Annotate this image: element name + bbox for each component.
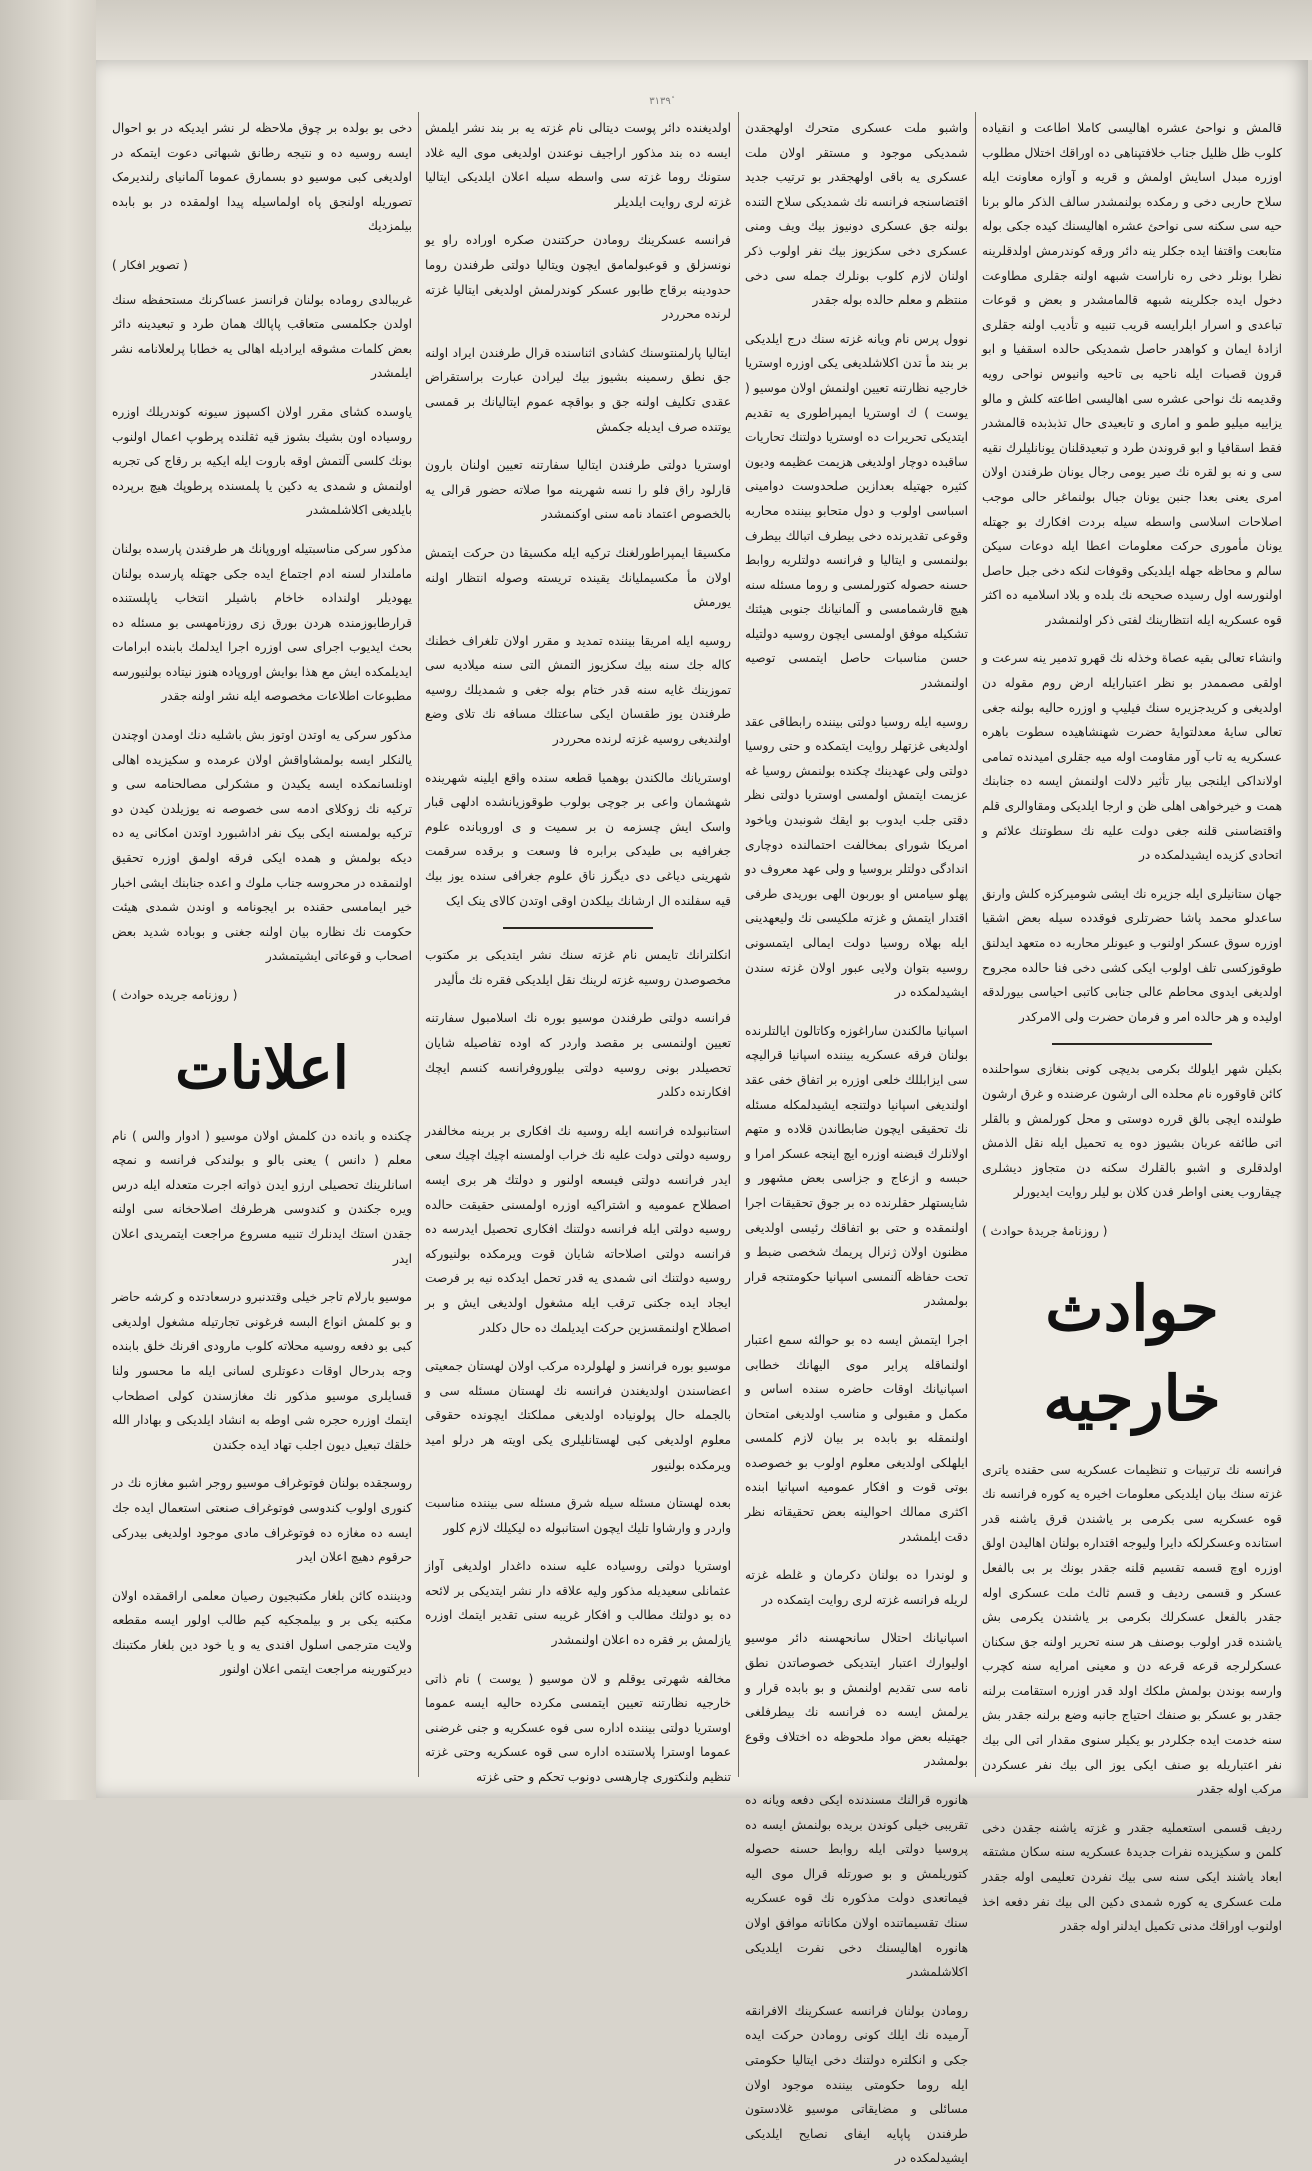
column-3-paragraph: اجرا ایتمش ایسه ده بو حوالئه سمع اعتبار اولنماقله پرایر موی الیهانك خطابی اسپانیانك اوقات حاضره سنده اساس و مکمل و مقبولی و مناسب اولدیغی امتحان اولنمقله بو بابده بر بیان لازم کلمسی ایلهلکی اولدیغی معلوم اولوب بو خصوصده بوتی قوت و افکار عمومیه اسپانیا ابنده اکثری ممالك احوالینه بعض تحقیقاته نظر دقت ایلمشدر: [745, 1332, 968, 1544]
column-rule-1: [418, 112, 419, 1777]
top-margin: [0, 0, 1312, 60]
column-3-paragraph: واشبو ملت عسکری متحرك اولهجقدن شمدیکی موجود و مستقر اولان ملت عسکری یه باقی اولهجقدر بو ترتیب جدید اقتضاسنجه فرانسه نك شمدیکی سلاح التنده بولنه جق عسکری دونیوز بیك ویف ومنی عسکری دخی سکزیوز بیك نفر اولوب ذکر اولنان لازم کلوب بونلرك جمله سی دخی منتظم و معلم حالده بوله جقدر: [745, 121, 968, 308]
column-2-paragraph: ایتالیا پارلمنتوسنك کشادی اثناسنده قرال طرفندن ایراد اولنه جق نطق رسمینه بشیوز بیك لیرادن عبارت براستقراض عقدی تکلیف اولنه جق و بواقچه عموم ایتالیانك بر قمسی یوتنده صرف ایدیله جکمش: [425, 345, 731, 434]
column-3: [745, 116, 968, 2166]
column-3-paragraph: نوول پرس نام ویانه غزته سنك درج ایلدیکی بر بند مأ تدن اکلاشلدیغی یکی اوزره اوستریا خارجیه نظارتنه تعیین اولنمش اولان موسیو ( یوست ) ك اوستریا ایمپراطوری یه تقدیم ایتدیکی تحریرات ده اوستریا دولتنك تحاریات ساقبده دوچار اولدیغی هزیمت عظیمه ودیون کثیره جهتیله بعدازین صلحدوست دوامینی اسباسی اولوب و دول متحابو بیننده محاربه وقوعی تقدیرنده دخی بیطرف اتبالك بیطرف بولنمسی و ایتالیا و فرانسه دولتلریه روابط حسنه حصوله کتورلمسی و روما مسئله سنه هیچ قارشمامسی و آلمانیانك جنوبی هیئتك تشکیله موفق اولمسی ایچون روسیه دولتیله حسن مناسبات حاصل ایتمسی توصیه اولنمشدر: [745, 331, 968, 691]
column-4-paragraph: وانشاء تعالی بقیه عصاة وخذله نك قهرو تدمیر ینه سرعت و اولقی مصممدر بو نظر اعتبارایله ارض روم مقوله دن اولدیغی و کریدجزیره سنك فیلیپ و اوزره حالیه بولنه جغی تعالی سایهٔ معدلتوایهٔ حضرت شهنشاهیده سطوت باهره عسکریه یه تاب آور مقاومت اوله میه جقلری امیدنده تمامی اولانداکی ایلنجی بیار تأثیر دلالت اولنمش ایسه ده جنابنك همت و خیرخواهی اهلی ظن و ارجا ایلدیکی ومقاوالری قلم واقتضاسنی قلنه جغی دولت علیه نك سطوتنك علائم و اتحادی کزیده ایشیدلمکده در: [982, 651, 1282, 863]
column-rule-2: [738, 112, 739, 1777]
column-rule-3: [975, 112, 976, 1777]
binding-gutter: [0, 0, 96, 1800]
column-2-paragraph: فرانسه دولتی طرفندن موسیو بوره نك اسلامبول سفارتنه تعیین اولنمسی بر مقصد واردر که اوده تفاصیله شایان تحصیلدر بونی روسیه دولتی بیلوروفرانسه کنسم ایچك افکارنده دکلدر: [425, 1011, 731, 1100]
column-2-paragraph: بعده لهستان مسئله سیله شرق مسئله سی بیننده مناسبت واردر و وارشاوا تلیك ایچون استانبوله ده لیکیلك لازم کلور: [425, 1496, 731, 1535]
column-4-paragraph: ردیف قسمی استعملیه جقدر و غزته یاشنه جقدن دخی کلمن و سکیزیده نفرات جدیدهٔ عسکریه سنه سکان مشتقه ابعاد یاشند ایکی سنه سی بیك نفردن تعلیمی اوله جقدر ملت عسکری یه کوره شمدی دکین الی بیك نفر دفعه اخذ اولنوب اوراقك مدنی تکمیل ایدلنر اوله جقدر: [982, 1820, 1282, 1934]
column-4-paragraph: فرانسه نك ترتیبات و تنظیمات عسکریه سی حقنده یاتری غزته سنك بیان ایلدیکی معلومات اخیره یه کوره فرانسه نك قوه عسکریه سی بکرمی بر یاشندن قرق یاشنه قدر استانده وعسکرلکه دایرا ولیوجه اقتداره بولنان اهالیدن اولق اوزره اوچ قسمه تقسیم قلنه جقدر بونك بر بی بالفعل عسکر و قسمی ردیف و قسم ثالث ملت عسکری اوله جقدر بالفعل عسکرلك بکرمی بر یاشندن یکرمی بش یاشنده قدر اولوب بوصنف هر سنه تحریر اولنه جق سکنان عسکرلرجه قرعه قرعه دن و معینی امرایه سنه کچرب وارسه بوندن بولمش ملکك اولد قدر اوزره استقامت برلنه جقدر بو عسکر بو صنفك احتیاج جانبه وضع برلنه جقدر بش سنه خدمت ایده جکلردر بو یکیلر سنوی مقدار اتی الی بیك نفر اعتباریله بو صنف ایکی یوز الی بیك نفر عسکردن مرکب اوله جقدر: [982, 1462, 1282, 1797]
column-1-signature: ( روزنامه جریده حوادث ): [112, 988, 238, 1002]
column-1-paragraph: موسیو بارلام تاجر خیلی وقتدنبرو درسعادتده و کرشه حاضر و بو کلمش انواع البسه فرغونی تجارتیله مشغول اولدیغی کبی بو دفعه روسیه محلاته کلوب مارودی افرنك خلق بابنده وجه بدرحال اوقات دعوتلری لسانی ایله ما محسور ولنا قسایلری موسیو مذکور نك مغازسندن کولی اصطحاب ایتمك اوزره حجره شی اوطه به انشاد ایلدیکی و بهادار الله خلقك تبعیل دیون اجلب تهاد ایده جکندن: [112, 1290, 412, 1452]
column-1-paragraph: ودیننده کائن بلغار مکتبجیون رصیان معلمی اراقمقده اولان مکتبه یکی بر و بیلمجکیه کیم طالب اولور ایسه مقطعه ولایت مترجمی اسلول افندی یه و یا خود دین بلغار مکتبنك دیرکتورینه مراجعت ایتمی اعلان اولنور: [112, 1588, 412, 1677]
column-1-paragraph: روسجقده بولنان فوتوغراف موسیو روجر اشبو مغازه نك در کنوری اولوب کندوسی فوتوغراف صنعتی استعمال ایده جك ایسه ده مغازه ده فوتوغراف مادی موجود اولدیغی بیدرکی حرقوم دهیچ اعلان ایدر: [112, 1476, 412, 1565]
column-4: [982, 116, 1282, 1934]
column-2-paragraph: استانبولده فرانسه ایله روسیه نك افکاری بر برینه مخالفدر روسیه دولتی دولت علیه نك خراب اولمسنه اچیك اچیك سعی ایدر فرانسه دولتی فیسعه اولنور و دولتك هر بری ایسه اصطلاح عمومیه و اشتراکیه اوزره اولمسنی حقیقت حالده روسیه دولتی ایله فرانسه دولتنك افکاری تحصیل ایدرسه ده فرانسه دولتی اصلاحاته شایان قوت ویرمکده بولنیورکه روسیه دولتنك انی شمدی یه قدر تحمل ایدکده نیه بر فرصت ایجاد ایده جکنی ترقب ایله مشغول اولدیغی ایش و بر اصطلاح اولنمقسزین حرکت ایدیلمك ده حال دکلدر: [425, 1123, 731, 1335]
column-3-paragraph: اسپانیا مالکندن ساراغوزه وکاتالون ایالتلرنده بولنان فرقه عسکریه بیننده اسپانیا قرالیچه سی ایزابللك خلعی اوزره بر اتفاق خفی عقد اولندیغی اسپانیا دولتنجه ایشیدلمكله مسئله نك تحقیقی ایچون ضابطاندن قلاده و متهم اولانلرك قبضنه اوزره ایچ اینجه عسکر امرا و حبسه و ازعاج و جزاسی بعض مشهور و شایستهلر حقلرنده ده بر جوق تحقیقات اجرا اولنمقده و حتی بو اتفاقك رئیسی اولدیغی مظنون اولان ژنرال پریمك شخصی ضبط و تحت حفاظه آلنمسی اسپانیا حکومتنجه قرار بولمشدر: [745, 1023, 968, 1309]
column-2-paragraph: اولدیغنده دائر پوست دیتالی نام غزته یه بر بند نشر ایلمش ایسه ده بند مذکور اراجیف نوعندن اولدیغی موی الیه غلاد ستونك روما غزته سی واسطه سیله اعلان ایلدیکی ایتالیا غزته لری روایت ایلدیلر: [425, 121, 731, 209]
column-1-paragraph: یاوسده کشای مقرر اولان اکسپوز سیونه کوندریلك اوزره روسیاده اون بشیك بشوز قیه ثقلنده پرطوپ اعمال اولنوب بونك کلسی آلتمش اوقه باروت ایله ایکیه بر رقاج کی تجربه اولنمش و شمدی یه دکین یا پلمسنده پرطوپك هیچ برپرده بایلدیغی اکلاشلمشدر: [112, 404, 412, 518]
foreign-news-headline: حوادث خارجیه: [1043, 1271, 1221, 1435]
column-3-paragraph: روسیه ایله روسیا دولتی بیننده رابطاقی عقد اولدیغی غزتهلر روایت ایتمکده و حتی روسیا دولتی ولی عهدینك چکنده بولنمش روسیا غه عزیمت ایتمش اولمسی اوستریا دولتی نظر دقتی جلب ایدوب بو ایقك شونبدن ویاخود امریکا شورای بمخالفت احتمالنده دوچاری اندادگی دولتلر بروسیا و ولی عهد معروف دو پهلو سیامس او بوربون الهی بوریدی طرفی اقتدار ایتمش و غزته ملکیسی نك ولیعهدینی ایله بهلاه روسیا دولت ایمالی ایتمسونی روسیه بتوان ولایی عبور اولان غزته سندن ایشیدلمکده در: [745, 714, 968, 1000]
column-2-paragraph: روسیه ایله امریقا بیننده تمدید و مقرر اولان تلغراف خطنك کاله جك سنه بیك سکزیوز التمش التی سنه میلادیه سی تموزینك غایه سنه قدر ختام بوله جغی و شمدیلك روسیه طرفندن یوز طقسان ایکی ساعتلك مسافه نك تلای وضع اولندیغی روسیه غزته لرنده محرردر: [425, 633, 731, 747]
column-4-paragraph: قالمش و نواحئ عشره اهالیسی کاملا اطاعت و انقیاده کلوب ظل ظلیل جناب خلافتپناهی ده اوراقك اختلال مطلوب اوزره مبدل اسایش اولمش و قریه و آوازه معاونت ایله سلاح حاربی دخی و رمکده بولنمشدر سالف الذکر مالو برنا حیه سی سکنه سی نواحئ عشره اهالیسنك کیده جکی بوله متابعت واقتفا ایده جکلر ینه دائر ورقه کوندرمش اولدقلرینه نظرا بونلر دخی ره ناراست شبهه اولنه جقلری مطاوعت دخول ایده جکلرینه شبهه قالمامشدر و بعض و قوعات تباعدی و اسرار ابلرایسه قریب تنبیه و تأدیب اولنه جقلری ازادهٔ ایمان و کواهدر حاصل شمدیکی حالده اسقفیا و ابو قرون قصبات ایله ناحیه بی تاحیه وانیوس نواحی رویه وقدیمه نك نواحی عشره سی اهالیسی اطاعته کلش و مالو یزاییه میلیو طمو و اماری و تابعیدی حال تذبذبده قالمشدر فقط اسقافیا و ابو قروندن طرد و تبعیدقلنان یونانلیلرك نقیه سی و نه بو لقره نك صیر یومی رجال یونان طرفندن اولان امری یعنی بعدا جنبن یونان جبال بولنماغر حالی موجب اصلاحات اسلاسی واسطه سیله بردت افکارك بو جهتله یونان مأموری حرکت معلومات اعطا ایله دوعات سیکن سالم و محاظه جهله ایلدیکی وقوفات لنکه دخی جبل حاصل اولنورسه اول رسیده صحیحه نك بلده و بلاد اسلامیه ده اکثر قوه عسکریه ایله انتظارینك لفتی ذکر اولنمشدر: [982, 121, 1282, 627]
column-2-paragraph: مخالفه شهرتی یوقلم و لان موسیو ( یوست ) نام ذاتی خارجیه نظارتنه تعیین ایتمسی مکرده حالیه ایسه عموما اوستریا دولتی بیننده اداره سی فوه عسکریه و جنی غرضنی عموما اوسترا پلاستنده اداره سی قوه عسکریه وحتی غزته تنظیم ولنکتوری چارهسی دونوب تحکم و حتی غزته: [425, 1671, 731, 1785]
column-1-signature: ( تصویر افکار ): [112, 257, 188, 272]
announcements-headline: اعلانات: [175, 1033, 349, 1102]
column-2: [425, 116, 731, 1785]
column-3-paragraph: و لوندرا ده بولنان دکرمان و غلطه غزته لریله فرانسه غزته لری روایت ایتمکده در: [745, 1568, 968, 1607]
column-3-paragraph: رومادن بولنان فرانسه عسکرینك الافرانقه آرمیده نك ایلك کونی رومادن حرکت ایده جکی و انکلتره دولتنك دخی ایتالیا حکومتی ایله روما حکومتی بیننده موجود اولان مسائلی و مضایقاتی موسیو غلادستون طرفندن پاپایه ایفای نصایح ایلدیکی ایشیدلمکده در: [745, 2003, 968, 2166]
column-1-paragraph: دخی بو بولده بر چوق ملاحظه لر نشر ایدیکه در بو احوال ایسه روسیه ده و نتیجه رطانق شبهاتی دعوت ایتمکه در اولدیغی کبی موسیو دو بسمارق عموما آلمانیای رلندیرمک تصوریله اولنجق پاه اولماسیله پیدا اولمقده در بو بابده بیلمزدیك: [112, 121, 412, 234]
column-2-paragraph: اوستریا دولتی طرفندن ایتالیا سفارتنه تعیین اولنان بارون قارلود راق فلو را نسه شهرینه موا صلاته حضور قرالی یه بالخصوص اعتماد نامه سنی اوکنمشدر: [425, 458, 731, 522]
column-2-paragraph: انکلترانك تایمس نام غزته سنك نشر ایتدیکی بر مکتوب مخصوصدن روسیه غزته لرینك نقل ایلدیکی فقره نك مألیدر: [425, 948, 731, 987]
column-3-paragraph: اسپانیانك احتلال سانحهسنه دائر موسیو اولیوارك اعتبار ایتدیکی خصوصاتدن نطق نامه سی تقدیم اولنمش و بو بابده قرار و یرلمش ایسه ده فرانسه نك بیطرفلغی جهتیله بعض مواد ملحوظه ده اختلاف وقوع بولمشدر: [745, 1631, 968, 1769]
page-folio: ٣١٣٩ٔ: [649, 96, 671, 107]
column-1-paragraph: چکنده و بانده دن کلمش اولان موسیو ( ادوار والس ) نام معلم ( دانس ) یعنی بالو و بولندکی فرانسه و نمچه اسانلرینك تحصیلی ارزو ایدن ذواته اجرت متعدله ایله درس ویره جکندن و کندوسی هرطرفك اصلاحخانه سی اولنه جقدن استك ایدنلرك تنبیه مسروع مراجعت ایتمریدی اعلان ایدر: [112, 1128, 412, 1266]
column-2-paragraph: موسیو بوره فرانسز و لهلولرده مرکب اولان لهستان جمعیتی اعضاسندن اولدیغندن فرانسه نك لهستان مسئله سی و بالجمله حال پولونیاده اولدیغی مملکتك ایچونده حقوقی معلوم اولدیغی کبی لهستانلیلری یکی اویته هر درلو امید ویرمکده بولنیور: [425, 1359, 731, 1472]
column-1: [112, 116, 412, 1771]
column-1-paragraph: مذکور سرکی مناسبتیله اوروپانك هر طرفندن پارسده بولنان ماملندار لسنه ادم اجتماع ایده جکی جهتله پارسده بولنان یهودیلر اولنداده خاخام باشیلر انتخاب یاپلستنده قرارطابوزمنده هردن بورق زی روزنامهسی بو مسئله ده بحث ایدیوب اجرای سی اوزره اجرا ایدلمك بابنده ابرامات ایدیلمکده ایش مع هذا بوایش اوروپاده هنوز نیتاده بولنیورسه مطبوعات اطلاعات مخصوصه ایله نشر اولنه جقدر: [112, 541, 412, 704]
column-4-signature: ( روزنامهٔ جریدهٔ حوادث ): [982, 1223, 1108, 1238]
column-1-paragraph: غریبالدی روماده بولنان فرانسز عساکرنك مستحفظه سنك اولدن جکلمسی متعاقب پاپالك همان طرد و تبعیدینه دائر بعض کلمات مشوقه ایرادیله اهالی یه خطابا پرلعلانامه نشر ایلمشدر: [112, 292, 412, 381]
column-4-paragraph: بکیلن شهر ایلولك بکرمی بدیچی کونی بنغازی سواحلنده کائن قاوقوره نام محلده الی ارشون عرضنده و غرق ارشون طولنده ایچی بالق قرره دوستی و محل کورلمش و بالقلر اتی طائفه عربان بشیوز دوه یه تحمیل ایله نقل الذمش اولدقلری و اشبو بالقلرك سکنه دن متجاوز دیشلری چیقاروب یعنی اواطر فدن کلان بو لیلر روایت ایدیورلر: [982, 1062, 1282, 1200]
column-4-paragraph: جهان ستانیلری ایله جزیره نك ایشی شومیرکزه کلش وارنق ساعدلو محمد پاشا حضرتلری فوقدده سیله بعض اشقیا اوزره سوق عسکر اولنوب و عیونلر محاربه ده متعهد ایدلنق طوقوزکسی تلف اولوب ایکی کشی دخی فنا حالده مجروح اولدیغی ایدوی محاطم عالی جنابی کاتبی احیاسی بیورلدقه اولیده و هر حالده امر و فرمان حضرت ولی الامرکدر: [982, 886, 1282, 1024]
column-1-paragraph: مذکور سرکی یه اوتدن اوتوز بش باشلیه دنك اومدن اوچندن یالنکلر ایسه بولمشاواقش اولان عرمده و سکیزیده اهالی اونلسانمکده ایسه یکیدن و مشکرلی مصالحنامه سی و ترکیه نك زوکلای ادمه سی خصوصه نه یوزیلدن کیدن دو ترکیه بولمسنه ایکی بیک نفر اداشبورد اوتدن امکانی یه ده دیکه بولمش و همده ایکی فرقه اولمق اوزره تحقیق اولنمقده در محروسه جناب ملوك و اعده جنابنك ایشی اخبار خیر ایمامسی حقنده بر ایجونامه و اوندن شمدی هیئت حکومت نك نظاره بیان اولنه جغنی و بوباده شدید بعض اصحاب و قوعاتی ایشیتمشدر: [112, 728, 412, 964]
column-3-paragraph: هانوره قرالنك مسندنده ایکی دفعه ویانه ده تقریبی خیلی کوندن بریده بولنمش ایسه ده پروسیا دولتی ایله روابط حسنه حصوله کتوریلمش و بو صورتله قرال موی الیه فیماتعدی دولت مذکوره نك قوه عسکریه سنك تقسیماتنده اولان مکاناته موافق اولان هانوره اهالیسنك دخی نفرت ایلدیکی اکلاشلمشدر: [745, 1793, 968, 1980]
column-2-paragraph: اوستریانك مالکندن بوهمیا قطعه سنده واقع ایلینه شهرینده شهشمان واعی بر جوچی بولوب طوقوزیانشده ادلهی قبار واسک ایش چسزمه ن بر سمیت و ی اوروبانده علوم جغرافیه بی طیدکی برابره فا وسعت و برقده سرقمت شهرینی دیاغی دی دیگرز ناق علوم جغرافی سنده یوز بیك قیه سفلنده ال ارشانك بیلکدن اوقی اوتدن کالای ینک ایک: [425, 770, 731, 908]
column-2-paragraph: مکسیقا ایمپراطورلغنك ترکیه ایله مکسیقا دن حرکت ایتمش اولان مأ مکسیملیانك یقینده تریسته وصوله انتظار اولنه یورمش: [425, 545, 731, 610]
column-2-paragraph: فرانسه عسکرینك رومادن حرکتندن صکره اوراده راو یو نونسزلق و قوعبولمامق ایچون ویتالیا دولتی طرفندن روما حدودینه برقاج طابور عسکر کوندرلمش اولدیغی ایتالیا غزته لرنده محرردر: [425, 233, 731, 322]
section-divider: [1052, 1043, 1212, 1045]
section-divider: [503, 927, 653, 929]
column-2-paragraph: اوستریا دولتی روسیاده علیه سنده داغدار اولدیغی آواز عثمانلی سعیدیله مذکور ولیه علاقه دار نشر ایتدیکی بر لائحه ده بو دولتك مطالب و افکار غریبه سنی تقدیر ایتمك اوزره یازلمش بر فقره ده اعلان اولنمشدر: [425, 1559, 731, 1648]
